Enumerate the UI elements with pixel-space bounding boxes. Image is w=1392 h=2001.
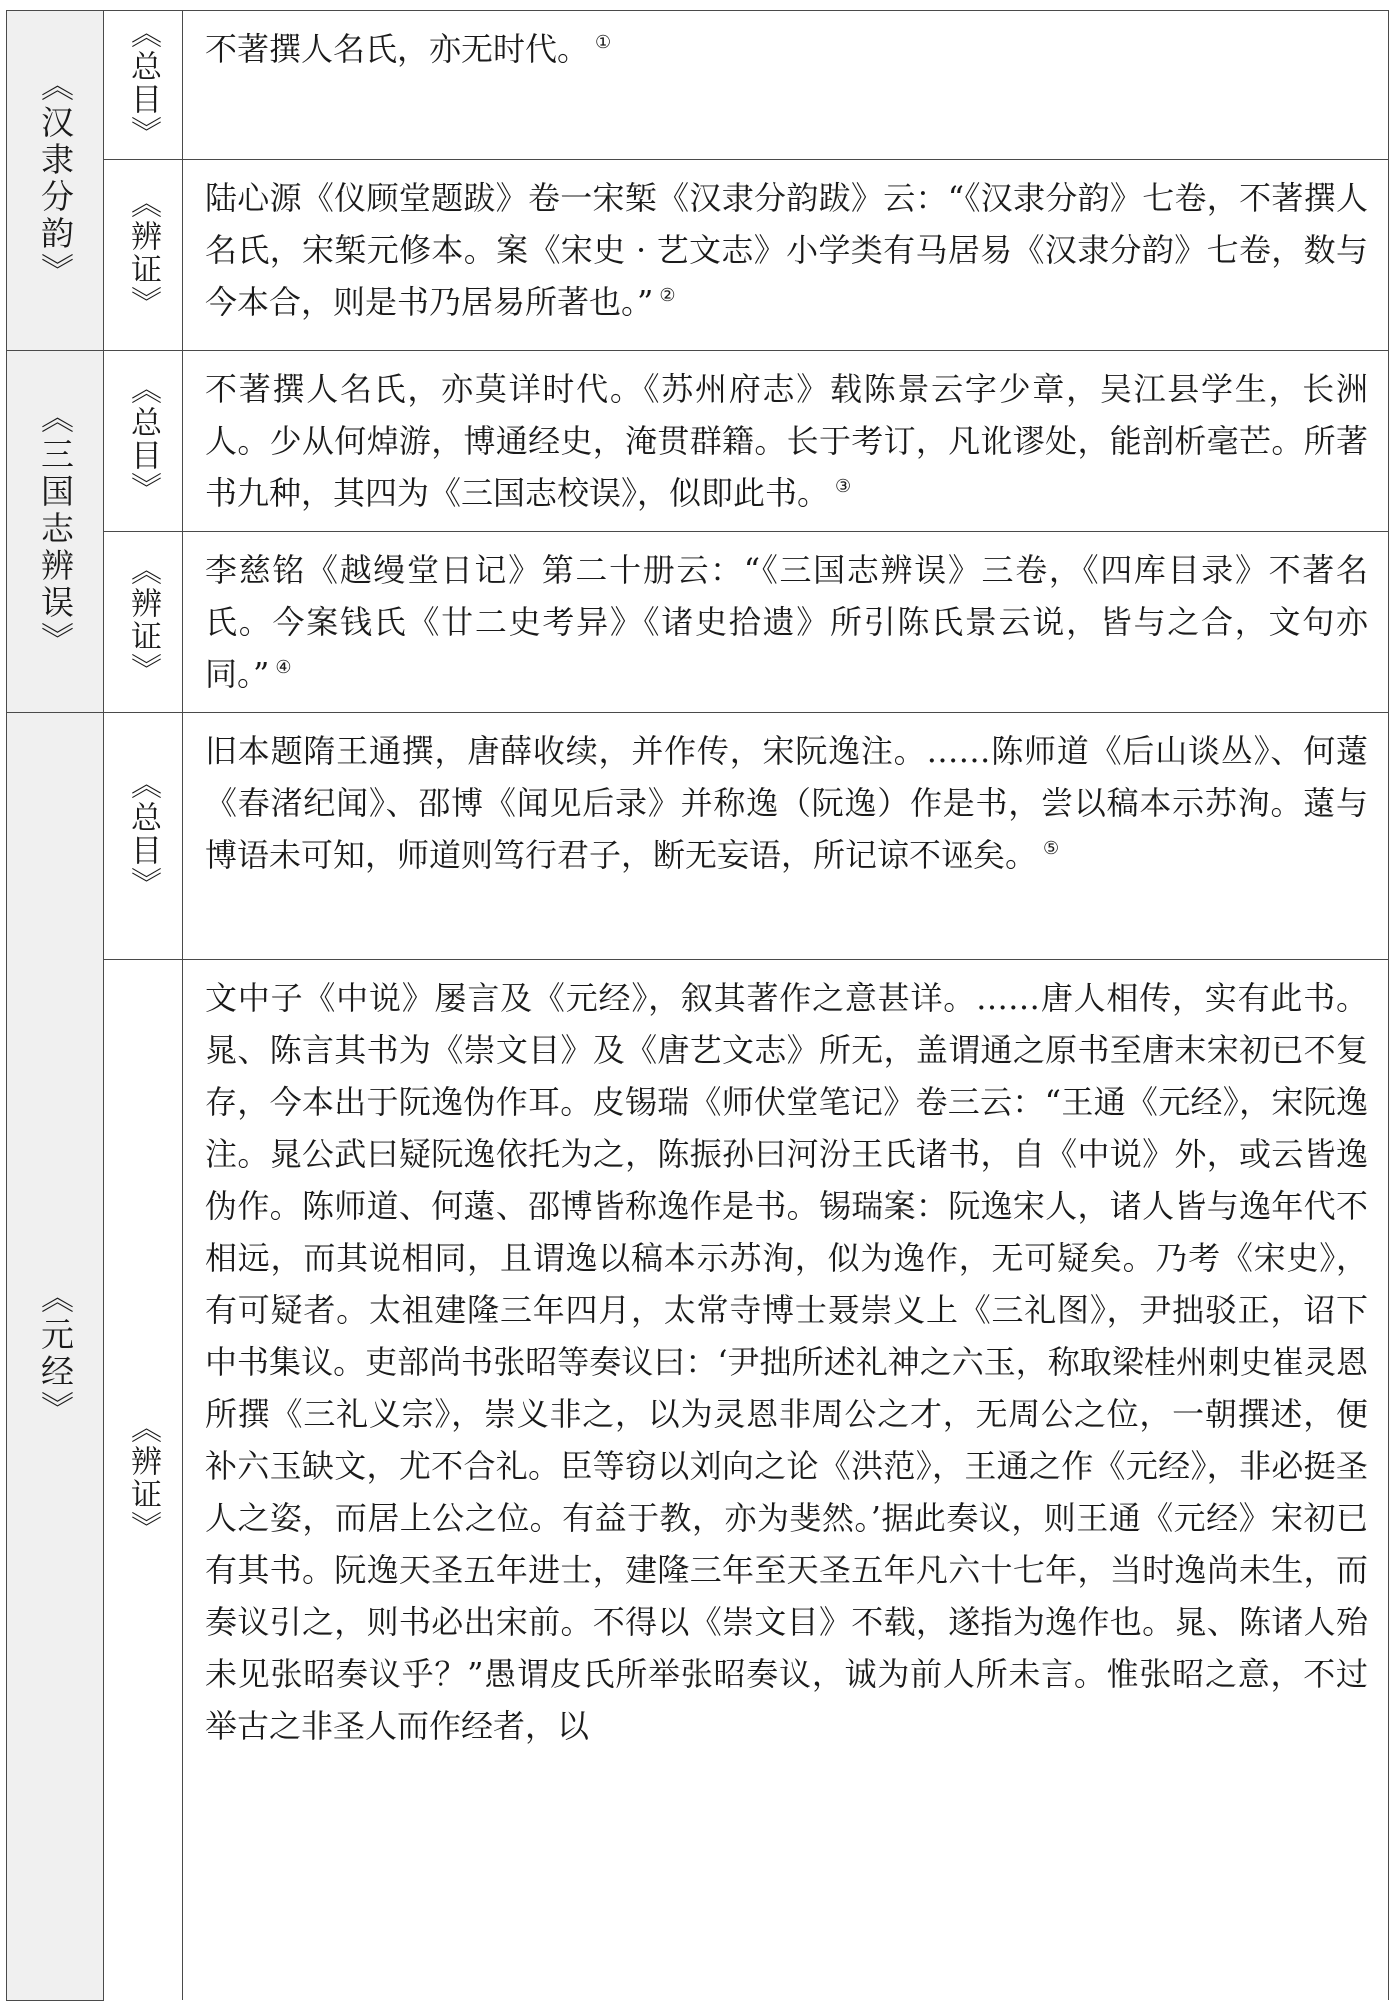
source-label-cell: [104, 960, 183, 2001]
table-row: [7, 713, 1389, 960]
book-title-cell: [7, 713, 104, 2001]
table-row: [7, 960, 1389, 2001]
entry-text-cell: [183, 351, 1389, 532]
source-label-cell: [104, 160, 183, 351]
source-label: 《辨证》: [125, 187, 161, 319]
entry-text-cell: [183, 960, 1389, 2001]
entry-body: 陆心源《仪顾堂题跋》卷一宋椠《汉隶分韵跋》云：“《汉隶分韵》七卷，不著撰人名氏，宋椠元修本。案《宋史 · 艺文志》小学类有马居易《汉隶分韵》七卷，数与今本合，则是书乃居易所著也。”: [205, 179, 1368, 321]
entry-text-cell: [183, 713, 1389, 960]
book-title: 《元经》: [36, 1280, 75, 1429]
source-label-cell: [104, 351, 183, 532]
entry-text: [183, 351, 1388, 531]
source-label: 《总目》: [125, 373, 161, 505]
source-label-cell: [104, 11, 183, 160]
entry-text: [183, 160, 1388, 340]
entry-body: 不著撰人名氏，亦莫详时代。《苏州府志》载陈景云字少章，吴江县学生，长洲人。少从何焯游，博通经史，淹贯群籍。长于考订，凡讹谬处，能剖析毫芒。所著书九种，其四为《三国志校误》，似即此书。: [205, 370, 1368, 512]
entry-body: 不著撰人名氏，亦无时代。: [205, 30, 590, 68]
book-title: 《汉隶分韵》: [36, 67, 75, 290]
entry-text: [183, 713, 1388, 893]
table-row: [7, 160, 1389, 351]
source-label: 《总目》: [125, 768, 161, 900]
source-label: 《辨证》: [125, 1412, 161, 1544]
book-title: 《三国志辨误》: [36, 400, 75, 659]
footnote-marker: ③: [835, 476, 852, 498]
entry-body: 旧本题隋王通撰，唐薛收续，并作传，宋阮逸注。……陈师道《后山谈丛》、何薳《春渚纪闻》、邵博《闻见后录》并称逸（阮逸）作是书，尝以稿本示苏洵。薳与博语未可知，师道则笃行君子，断无妄语，所记谅不诬矣。: [205, 732, 1368, 874]
source-label: 《辨证》: [125, 554, 161, 686]
book-title-cell: [7, 351, 104, 713]
table-row: [7, 11, 1389, 160]
comparison-table: [6, 10, 1389, 2001]
entry-text-cell: [183, 160, 1389, 351]
footnote-marker: ②: [659, 285, 676, 307]
entry-text-cell: [183, 11, 1389, 160]
source-label: 《总目》: [125, 17, 161, 149]
book-title-cell: [7, 11, 104, 351]
table-row: [7, 351, 1389, 532]
entry-body: 文中子《中说》屡言及《元经》，叙其著作之意甚详。……唐人相传，实有此书。晁、陈言其书为《崇文目》及《唐艺文志》所无，盖谓通之原书至唐末宋初已不复存，今本出于阮逸伪作耳。皮锡瑞《师伏堂笔记》卷三云：“王通《元经》，宋阮逸注。晁公武曰疑阮逸依托为之，陈振孙曰河汾王氏诸书，自《中说》外，或云皆逸伪作。陈师道、何薳、邵博皆称逸作是书。锡瑞案：阮逸宋人，诸人皆与逸年代不相远，而其说相同，且谓逸以稿本示苏洵，似为逸作，无可疑矣。乃考《宋史》，有可疑者。太祖建隆三年四月，太常寺博士聂崇义上《三礼图》，尹拙驳正，诏下中书集议。吏部尚书张昭等奏议曰：‘尹拙所述礼神之六玉，称取梁桂州刺史崔灵恩所撰《三礼义宗》，崇义非之，以为灵恩非周公之才，无周公之位，一朝撰述，便补六玉缺文，尤不合礼。臣等窃以刘向之论《洪范》，王通之作《元经》，非必挺圣人之姿，而居上公之位。有益于教，亦为斐然。’据此奏议，则王通《元经》宋初已有其书。阮逸天圣五年进士，建隆三年至天圣五年凡六十七年，当时逸尚未生，而奏议引之，则书必出宋前。不得以《崇文目》不载，遂指为逸作也。晁、陈诸人殆未见张昭奏议乎？”愚谓皮氏所举张昭奏议，诚为前人所未言。惟张昭之意，不过举古之非圣人而作经者，以: [205, 979, 1368, 1745]
table-row: [7, 532, 1389, 713]
footnote-marker: ④: [275, 657, 292, 679]
footnote-marker: ①: [595, 32, 612, 54]
entry-body: 李慈铭《越缦堂日记》第二十册云：“《三国志辨误》三卷，《四库目录》不著名氏。今案钱氏《廿二史考异》《诸史拾遗》所引陈氏景云说，皆与之合，文句亦同。”: [205, 551, 1368, 693]
entry-text: [183, 960, 1388, 1764]
entry-text: [183, 532, 1388, 712]
source-label-cell: [104, 532, 183, 713]
entry-text-cell: [183, 532, 1389, 713]
footnote-marker: ⑤: [1043, 838, 1060, 860]
entry-text: [183, 11, 1388, 87]
source-label-cell: [104, 713, 183, 960]
